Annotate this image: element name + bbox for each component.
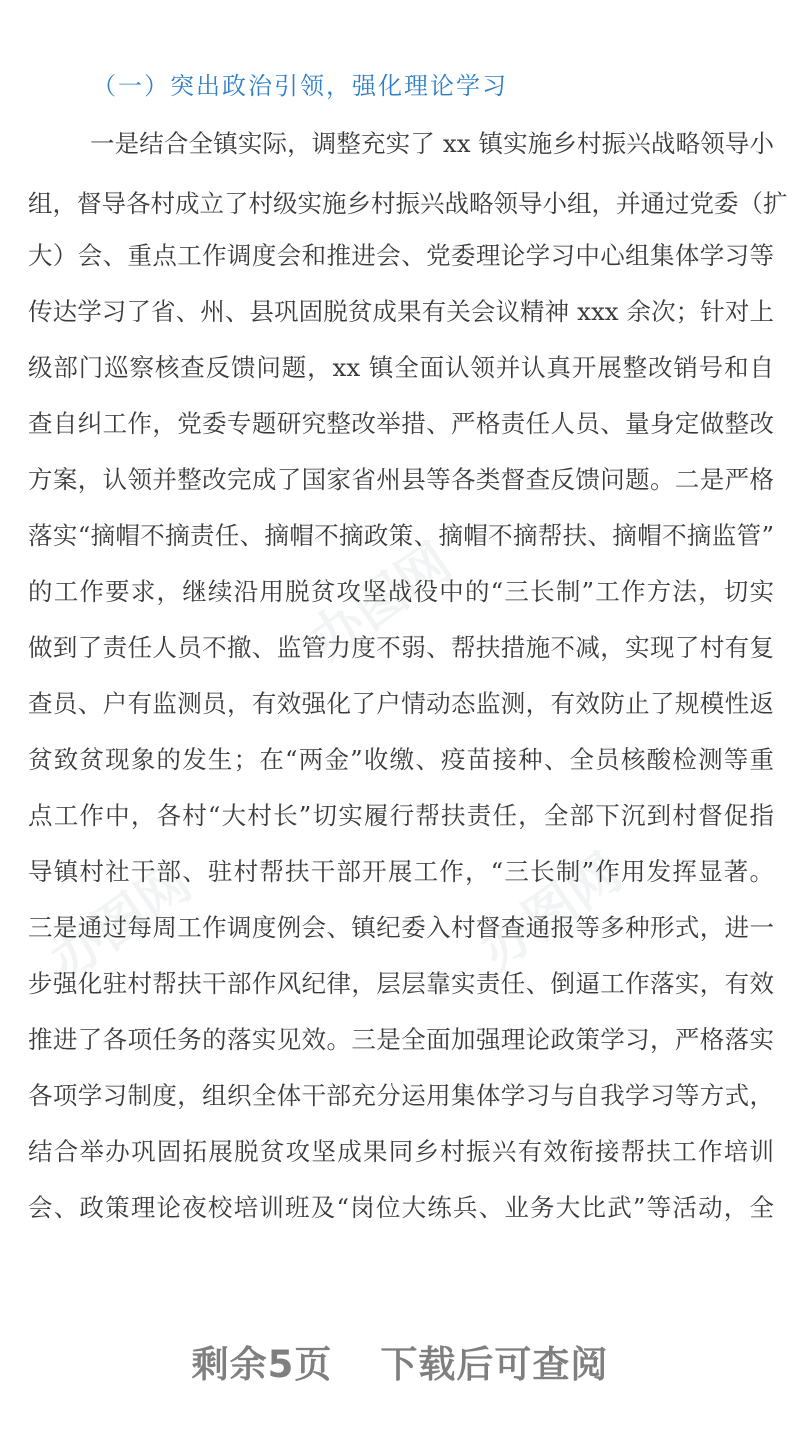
paragraph-line: 结合举办巩固拓展脱贫攻坚成果同乡村振兴有效衔接帮扶工作培训 — [28, 1137, 774, 1166]
paragraph-line: 级部门巡察核查反馈问题，xx 镇全面认领并认真开展整改销号和自 — [28, 353, 774, 382]
paragraph-line: 做到了责任人员不撤、监管力度不弱、帮扶措施不减，实现了村有复 — [28, 633, 774, 662]
section-heading: （一）突出政治引领，强化理论学习 — [92, 72, 508, 100]
download-to-view-label: 下载后可查阅 — [380, 1343, 609, 1386]
paragraph-line: 三是通过每周工作调度例会、镇纪委入村督查通报等多种形式，进一 — [28, 913, 774, 942]
paragraph-line: 一是结合全镇实际，调整充实了 xx 镇实施乡村振兴战略领导小 — [90, 129, 774, 158]
paragraph-line: 大）会、重点工作调度会和推进会、党委理论学习中心组集体学习等 — [28, 241, 774, 270]
watermark: 办图网 — [300, 532, 463, 672]
download-prompt-banner[interactable] — [0, 1334, 800, 1388]
paragraph-line: 贫致贫现象的发生；在“两金”收缴、疫苗接种、全员核酸检测等重 — [28, 745, 774, 774]
watermark: 办图网 — [470, 842, 633, 982]
paragraph-line: 落实“摘帽不摘责任、摘帽不摘政策、摘帽不摘帮扶、摘帽不摘监管” — [28, 521, 774, 550]
paragraph-line: 导镇村社干部、驻村帮扶干部开展工作，“三长制”作用发挥显著。 — [28, 857, 774, 886]
paragraph-line: 步强化驻村帮扶干部作风纪律，层层靠实责任、倒逼工作落实，有效 — [28, 969, 774, 998]
watermark: 办图网 — [40, 852, 203, 992]
paragraph-line: 查自纠工作，党委专题研究整改举措、严格责任人员、量身定做整改 — [28, 409, 774, 438]
paragraph-line: 组，督导各村成立了村级实施乡村振兴战略领导小组，并通过党委（扩 — [28, 189, 788, 218]
paragraph-line: 会、政策理论夜校培训班及“岗位大练兵、业务大比武”等活动，全 — [28, 1193, 774, 1222]
paragraph-line: 查员、户有监测员，有效强化了户情动态监测，有效防止了规模性返 — [28, 689, 774, 718]
remaining-pages-label: 剩余5页 — [191, 1343, 333, 1386]
paragraph-line: 点工作中，各村“大村长”切实履行帮扶责任，全部下沉到村督促指 — [28, 801, 774, 830]
paragraph-line: 各项学习制度，组织全体干部充分运用集体学习与自我学习等方式， — [28, 1081, 774, 1110]
paragraph-line: 推进了各项任务的落实见效。三是全面加强理论政策学习，严格落实 — [28, 1025, 774, 1054]
paragraph-line: 的工作要求，继续沿用脱贫攻坚战役中的“三长制”工作方法，切实 — [28, 577, 774, 606]
paragraph-line: 传达学习了省、州、县巩固脱贫成果有关会议精神 xxx 余次；针对上 — [28, 297, 774, 326]
paragraph-line: 方案，认领并整改完成了国家省州县等各类督查反馈问题。二是严格 — [28, 465, 774, 494]
